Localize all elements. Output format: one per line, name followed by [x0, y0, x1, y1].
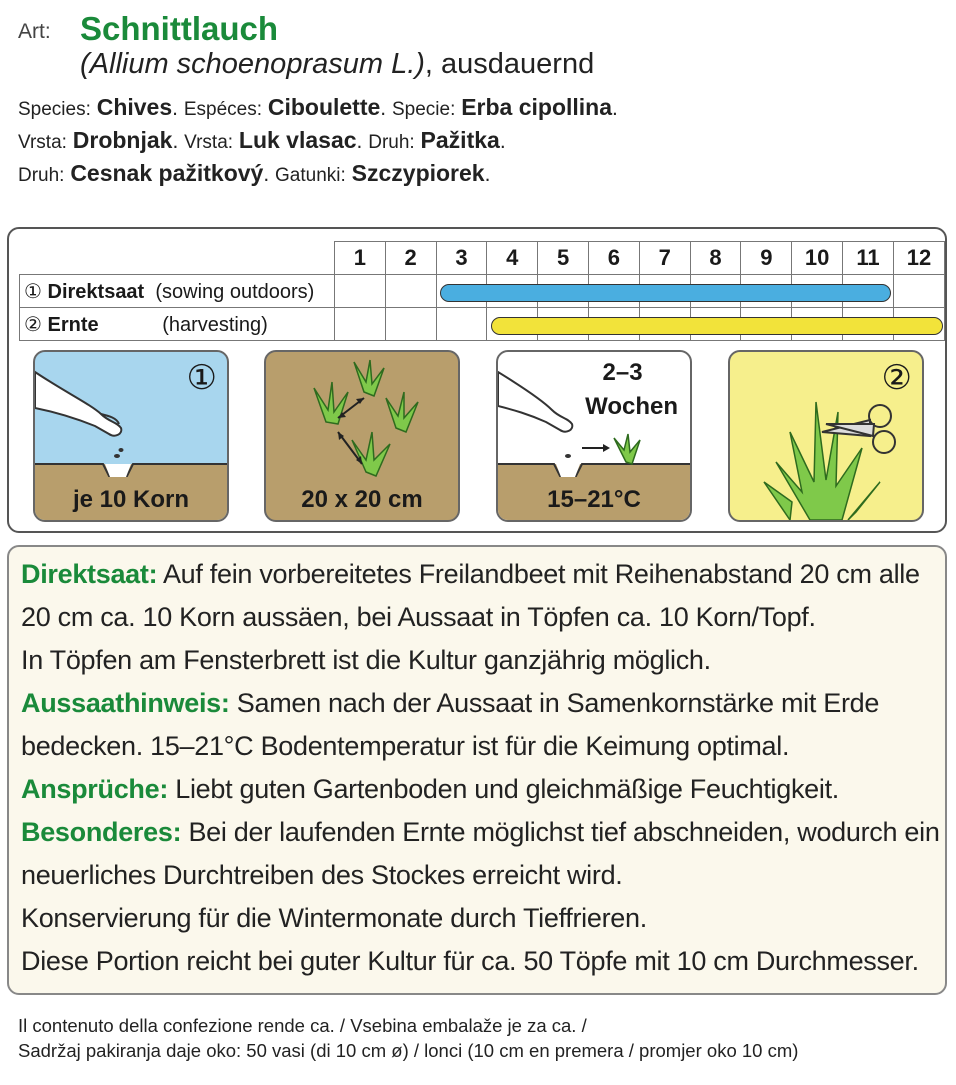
panel-spacing [264, 350, 460, 522]
calendar-row-label [20, 275, 335, 308]
instruction-line [21, 774, 839, 805]
month-cell: 9 [741, 242, 792, 275]
instruction-text: Bei der laufenden Ernte möglichst tief abschneiden, wodurch ein [181, 817, 940, 847]
instruction-heading: Direktsaat: [21, 559, 158, 589]
instruction-text: Diese Portion reicht bei guter Kultur für ca. 50 Töpfe mit 10 cm Durchmesser. [21, 946, 919, 976]
latin-suffix: , ausdauernd [424, 48, 595, 80]
instruction-text: 20 cm ca. 10 Korn aussäen, bei Aussaat in Töpfen ca. 10 Korn/Topf. [21, 602, 816, 632]
row-marker: ② [24, 313, 42, 336]
instruction-line [21, 817, 940, 848]
instruction-line [21, 645, 711, 676]
instruction-line [21, 731, 789, 762]
instruction-text: neuerliches Durchtreiben des Stockes erreicht wird. [21, 860, 623, 890]
species-name: Szczypiorek [351, 160, 485, 186]
instruction-line [21, 688, 879, 719]
calendar-row-label [20, 308, 335, 341]
species-line-3 [18, 160, 490, 187]
month-cell: 6 [588, 242, 639, 275]
species-name: Cesnak pažitkový [70, 160, 264, 186]
month-slot [385, 308, 436, 341]
instruction-text: Samen nach der Aussaat in Samenkornstärke mit Erde [229, 688, 880, 718]
germination-time-unit: Wochen [585, 393, 678, 420]
species-end: . [263, 163, 270, 186]
calendar-corner [20, 242, 335, 275]
month-slot [436, 308, 487, 341]
row-label-text: Direktsaat [47, 280, 145, 303]
month-cell: 12 [893, 242, 944, 275]
species-end: . [612, 97, 618, 120]
germination-time [585, 356, 678, 424]
sowing-period-bar [440, 284, 891, 302]
instruction-line [21, 860, 622, 891]
step-marker: ② [881, 359, 912, 397]
row-translation: (harvesting) [162, 313, 268, 336]
month-cell: 3 [436, 242, 487, 275]
instruction-heading: Besonderes: [21, 817, 182, 847]
latin-name: (Allium schoenoprasum L.) [80, 48, 425, 80]
art-label: Art: [18, 20, 51, 43]
instruction-text: Konservierung für die Wintermonate durch Tieffrieren. [21, 903, 647, 933]
month-cell: 5 [538, 242, 589, 275]
species-end: . [499, 130, 506, 153]
instruction-line [21, 559, 920, 590]
species-prefix: Vrsta: [184, 132, 234, 153]
instruction-text: bedecken. 15–21°C Bodentemperatur ist für die Keimung optimal. [21, 731, 790, 761]
species-end: . [484, 163, 491, 186]
panel-sowing-seeds [33, 350, 229, 522]
month-slot [334, 308, 385, 341]
sowing-calendar-box [7, 227, 947, 533]
month-header-row [20, 242, 945, 275]
step-marker: ① [186, 359, 217, 397]
species-name: Chives [96, 94, 173, 120]
instructions-box [7, 545, 947, 995]
panel-label: je 10 Korn [72, 486, 190, 513]
latin-name-line [80, 48, 594, 81]
row-translation: (sowing outdoors) [155, 280, 315, 303]
species-prefix: Species: [18, 99, 91, 120]
instruction-heading: Aussaathinweis: [21, 688, 230, 718]
month-slot [334, 275, 385, 308]
instruction-line [21, 946, 919, 977]
month-cell: 8 [690, 242, 741, 275]
panel-germination [496, 350, 692, 522]
instruction-text: In Töpfen am Fensterbrett ist die Kultur ganzjährig möglich. [21, 645, 711, 675]
row-marker: ① [24, 280, 42, 303]
species-name: Luk vlasac [238, 127, 357, 153]
month-cell: 4 [487, 242, 538, 275]
species-prefix: Espéces: [183, 99, 262, 120]
germination-time-range: 2–3 [602, 359, 643, 386]
species-name: Erba cipollina [461, 94, 613, 120]
species-name: Ciboulette [267, 94, 381, 120]
month-slot [893, 275, 944, 308]
species-prefix: Vrsta: [18, 132, 67, 153]
species-name: Drobnjak [72, 127, 173, 153]
species-prefix: Specie: [391, 99, 456, 120]
species-name: Pažitka [420, 127, 500, 153]
panel-label: 20 x 20 cm [301, 486, 423, 513]
month-cell: 2 [385, 242, 436, 275]
month-cell: 1 [334, 242, 385, 275]
species-prefix: Druh: [368, 132, 415, 153]
month-cell: 10 [792, 242, 843, 275]
month-slot [385, 275, 436, 308]
month-cell: 7 [639, 242, 690, 275]
panel-harvest [728, 350, 924, 522]
footer-line-1: Il contenuto della confezione rende ca. / Vsebina embalaže je za ca. / [18, 1015, 587, 1036]
species-line-1 [18, 94, 618, 121]
row-label-text: Ernte [47, 313, 99, 336]
instruction-text: Auf fein vorbereitetes Freilandbeet mit Reihenabstand 20 cm alle [157, 559, 920, 589]
species-end: . [172, 97, 178, 120]
instruction-line [21, 903, 647, 934]
species-prefix: Druh: [18, 165, 65, 186]
instruction-text: Liebt guten Gartenboden und gleichmäßige Feuchtigkeit. [168, 774, 839, 804]
species-prefix: Gatunki: [275, 165, 346, 186]
panel-label: 15–21°C [547, 486, 641, 513]
month-cell: 11 [843, 242, 894, 275]
footer-line-2: Sadržaj pakiranja daje oko: 50 vasi (di 10 cm ø) / lonci (10 cm en premera / promjer oko 10 cm) [18, 1040, 799, 1061]
species-end: . [380, 97, 387, 120]
page-title: Schnittlauch [80, 10, 279, 47]
instruction-heading: Ansprüche: [21, 774, 169, 804]
harvest-period-bar [491, 317, 943, 335]
instruction-line [21, 602, 816, 633]
species-line-2 [18, 127, 506, 154]
species-end: . [172, 130, 179, 153]
species-end: . [356, 130, 363, 153]
